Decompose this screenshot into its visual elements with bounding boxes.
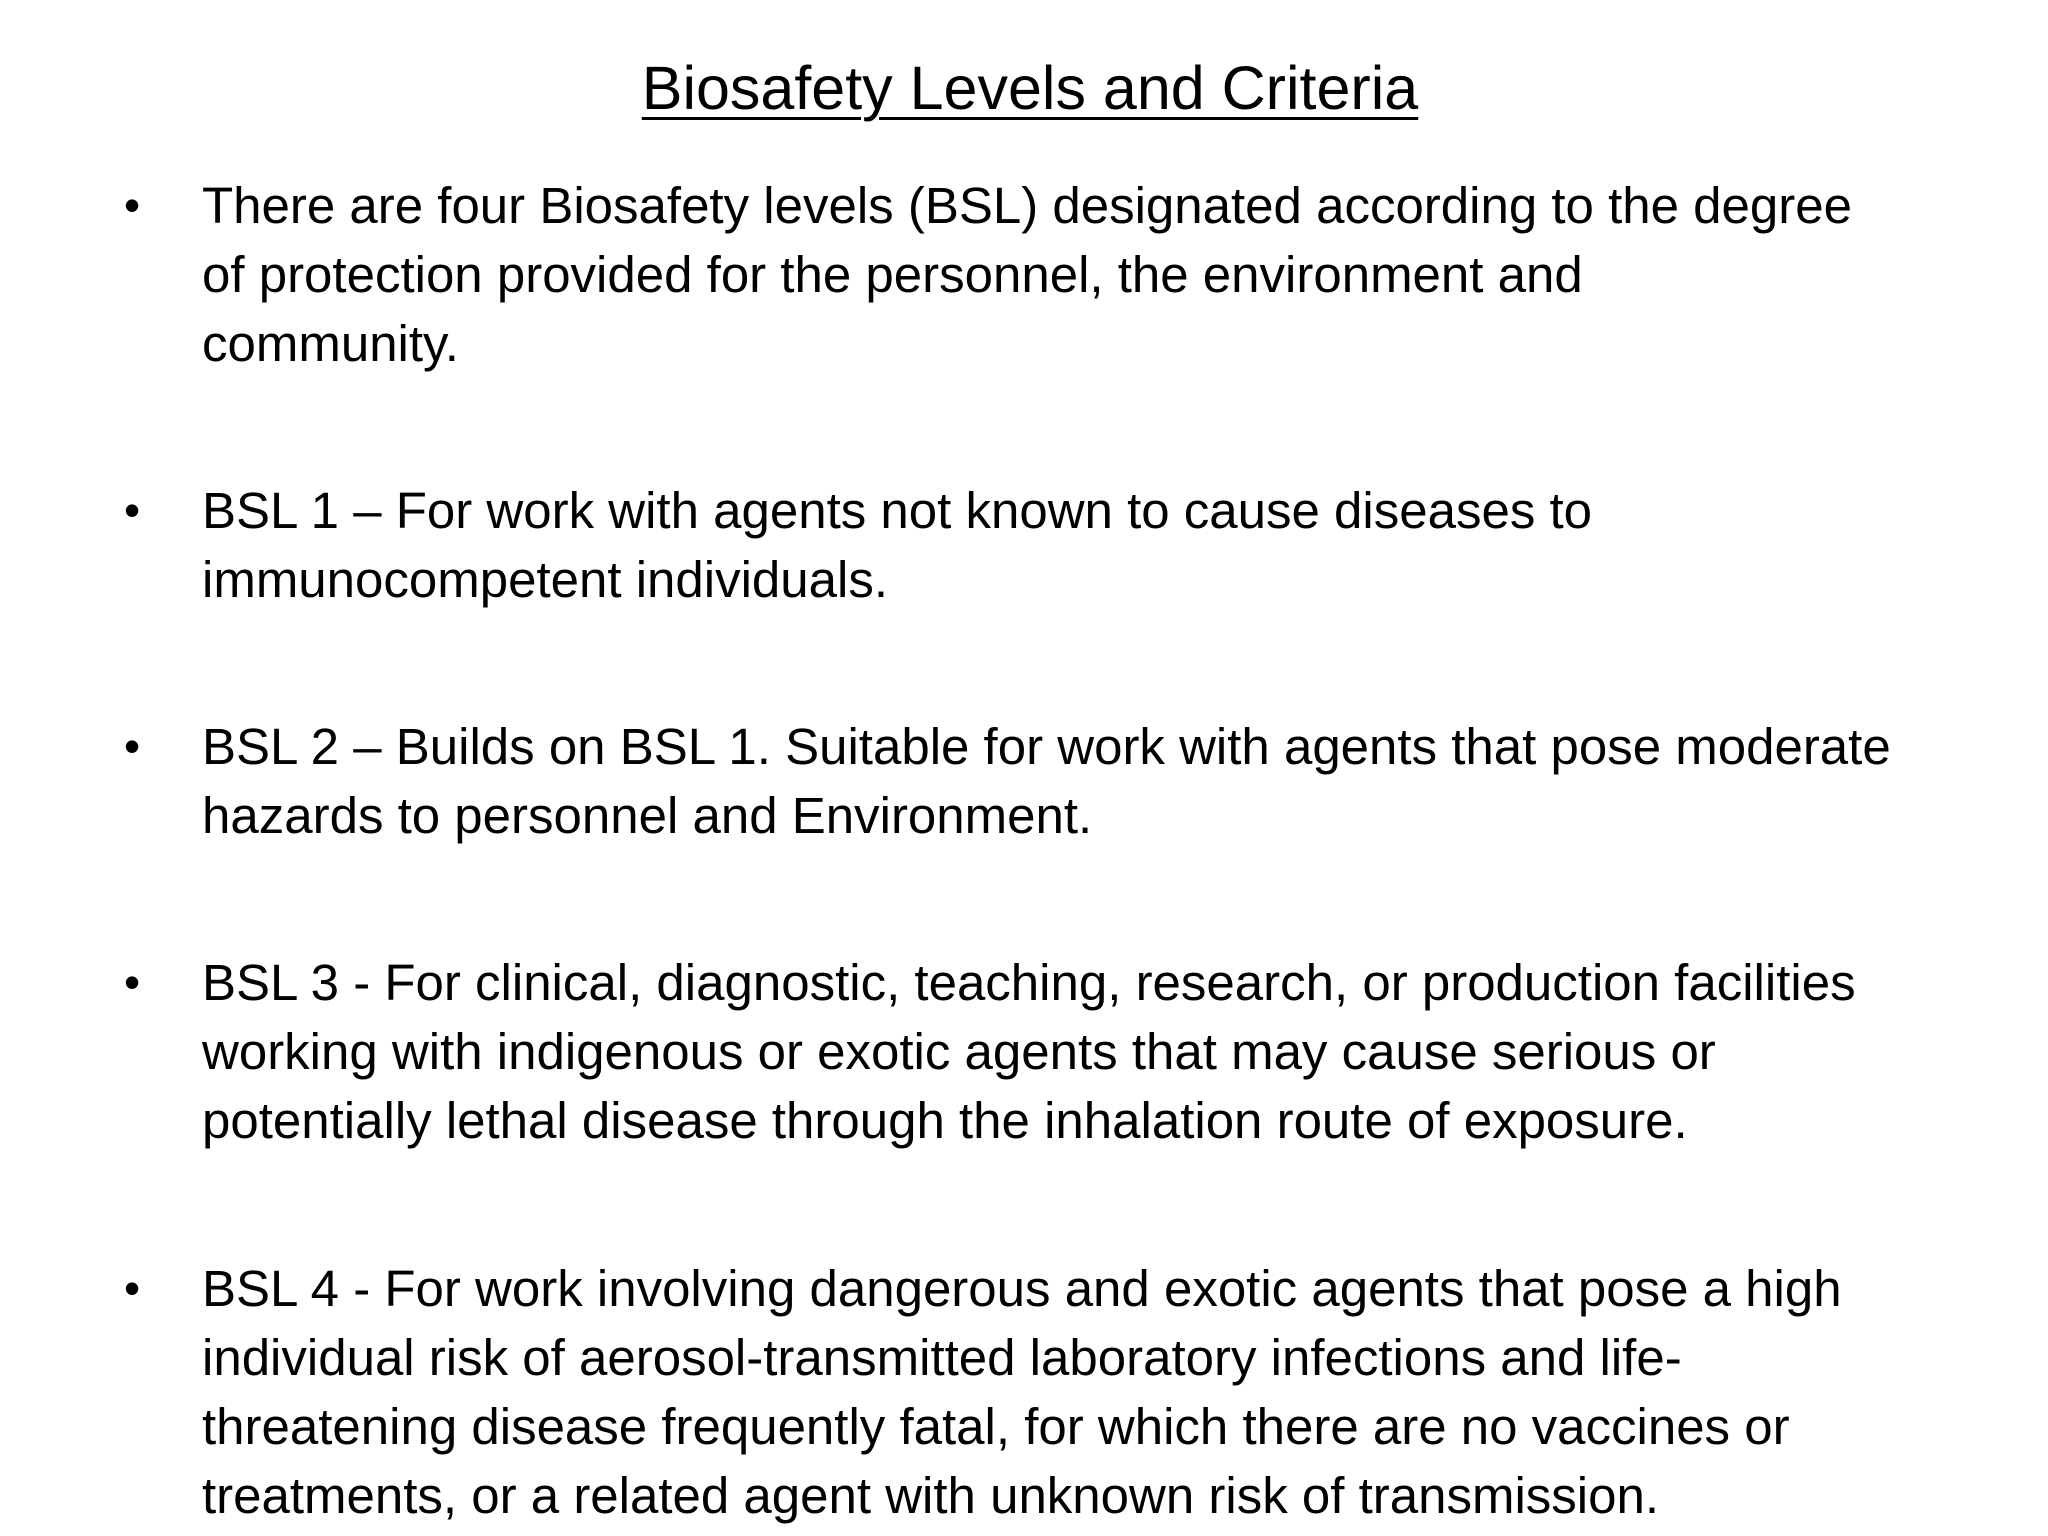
bullet-point-icon: •: [124, 956, 141, 1008]
bullet-line: hazards to personnel and Environment.: [202, 787, 1093, 844]
bullet-line: working with indigenous or exotic agents that may cause serious or: [202, 1023, 1716, 1080]
bullet-line: BSL 4 - For work involving dangerous and exotic agents that pose a high: [202, 1260, 1842, 1317]
bullet-line: community.: [202, 315, 459, 372]
bullet-text: [202, 476, 1978, 614]
bullet-point-icon: •: [124, 1262, 141, 1314]
bullet-text: [202, 1254, 1978, 1530]
bullet-line: threatening disease frequently fatal, for which there are no vaccines or: [202, 1398, 1790, 1455]
bullet-line: BSL 2 – Builds on BSL 1. Suitable for work with agents that pose moderate: [202, 718, 1891, 775]
bullet-text: [202, 171, 1978, 378]
bullet-point-icon: •: [124, 720, 141, 772]
bullet-text: [202, 712, 1978, 850]
bullet-line: of protection provided for the personnel, the environment and: [202, 246, 1583, 303]
bullet-line: treatments, or a related agent with unknown risk of transmission.: [202, 1467, 1660, 1524]
bullet-text: [202, 948, 1978, 1155]
bullet-line: immunocompetent individuals.: [202, 551, 889, 608]
slide-title: Biosafety Levels and Criteria: [641, 54, 1419, 122]
bullet-line: potentially lethal disease through the inhalation route of exposure.: [202, 1092, 1688, 1149]
bullet-point-icon: •: [124, 484, 141, 536]
bullet-line: BSL 3 - For clinical, diagnostic, teaching, research, or production facilities: [202, 954, 1856, 1011]
bullet-point-icon: •: [124, 179, 141, 231]
bullet-line: There are four Biosafety levels (BSL) designated according to the degree: [202, 177, 1852, 234]
bullet-line: individual risk of aerosol-transmitted laboratory infections and life-: [202, 1329, 1682, 1386]
bullet-line: BSL 1 – For work with agents not known to cause diseases to: [202, 482, 1593, 539]
